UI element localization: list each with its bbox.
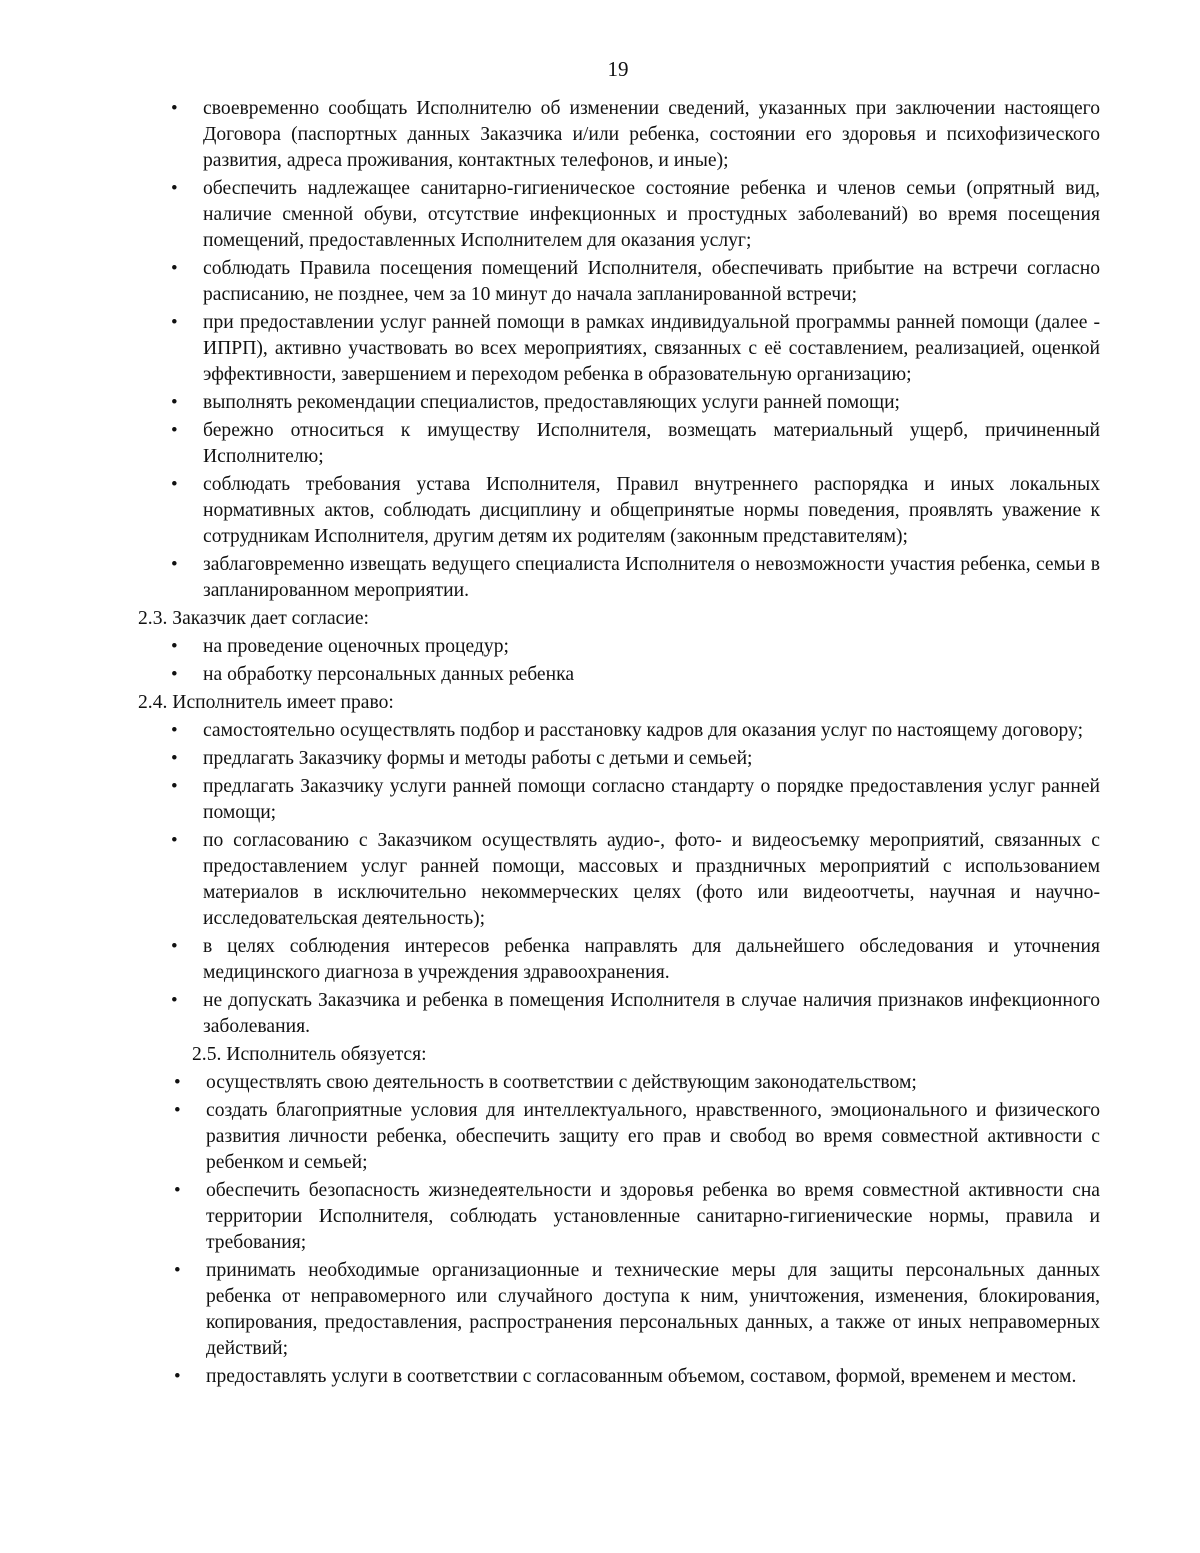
list-item: • предоставлять услуги в соответствии с согласованным объемом, составом, формой, временем и местом. [138,1364,1100,1390]
consent-list [138,634,1100,688]
list-item: • в целях соблюдения интересов ребенка направлять для дальнейшего обследования и уточнения медицинского диагноза в учреждения здравоохранения. [138,934,1100,986]
list-item: • по согласованию с Заказчиком осуществлять аудио-, фото- и видеосъемку мероприятий, связанных с предоставлением услуг ранней помощи, массовых и праздничных мероприятий с использованием материалов в исключительно некоммерческих целях (фото или видеоотчеты, научная и научно-исследовательская деятельность); [138,828,1100,932]
list-item: • бережно относиться к имуществу Исполнителя, возмещать материальный ущерб, причиненный Исполнителю; [138,418,1100,470]
list-item: • не допускать Заказчика и ребенка в помещения Исполнителя в случае наличия признаков инфекционного заболевания. [138,988,1100,1040]
list-item: • предлагать Заказчику услуги ранней помощи согласно стандарту о порядке предоставления услуг ранней помощи; [138,774,1100,826]
list-item: • выполнять рекомендации специалистов, предоставляющих услуги ранней помощи; [138,390,1100,416]
page-number: 19 [607,57,629,81]
list-item: • самостоятельно осуществлять подбор и расстановку кадров для оказания услуг по настоящему договору; [138,718,1100,744]
executor-obligations-list [138,1070,1100,1390]
customer-obligations-list [138,96,1100,604]
section-heading-2-5: 2.5. Исполнитель обязуется: [192,1044,427,1065]
list-item: • заблаговременно извещать ведущего специалиста Исполнителя о невозможности участия ребенка, семьи в запланированном мероприятии. [138,552,1100,604]
list-item: • создать благоприятные условия для интеллектуального, нравственного, эмоционального и физического развития личности ребенка, обеспечить защиту его прав и свобод во время совместной активности с ребенком и семьей; [138,1098,1100,1176]
list-item: • при предоставлении услуг ранней помощи в рамках индивидуальной программы ранней помощи (далее - ИПРП), активно участвовать во всех мероприятиях, связанных с её составлением, реализацией, оценкой эффективности, завершением и переходом ребенка в образовательную организацию; [138,310,1100,388]
section-heading-2-4: 2.4. Исполнитель имеет право: [138,692,394,713]
document-body [138,96,1100,1392]
list-item: • осуществлять свою деятельность в соответствии с действующим законодательством; [138,1070,1100,1096]
list-item: • предлагать Заказчику формы и методы работы с детьми и семьей; [138,746,1100,772]
section-heading-2-3: 2.3. Заказчик дает согласие: [138,608,369,629]
executor-rights-list [138,718,1100,1040]
list-item: • на обработку персональных данных ребенка [138,662,1100,688]
list-item: • соблюдать Правила посещения помещений Исполнителя, обеспечивать прибытие на встречи согласно расписанию, не позднее, чем за 10 минут до начала запланированной встречи; [138,256,1100,308]
list-item: • принимать необходимые организационные и технические меры для защиты персональных данных ребенка от неправомерного или случайного доступа к ним, уничтожения, изменения, блокирования, копирования, предоставления, распространения персональных данных, а также от иных неправомерных действий; [138,1258,1100,1362]
list-item: • обеспечить надлежащее санитарно-гигиеническое состояние ребенка и членов семьи (опрятный вид, наличие сменной обуви, отсутствие инфекционных и простудных заболеваний) во время посещения помещений, предоставленных Исполнителем для оказания услуг; [138,176,1100,254]
list-item: • на проведение оценочных процедур; [138,634,1100,660]
list-item: • своевременно сообщать Исполнителю об изменении сведений, указанных при заключении настоящего Договора (паспортных данных Заказчика и/или ребенка, состоянии его здоровья и психофизического развития, адреса проживания, контактных телефонов, и иные); [138,96,1100,174]
list-item: • обеспечить безопасность жизнедеятельности и здоровья ребенка во время совместной активности сна территории Исполнителя, соблюдать установленные санитарно-гигиенические нормы, правила и требования; [138,1178,1100,1256]
list-item: • соблюдать требования устава Исполнителя, Правил внутреннего распорядка и иных локальных нормативных актов, соблюдать дисциплину и общепринятые нормы поведения, проявлять уважение к сотрудникам Исполнителя, другим детям их родителям (законным представителям); [138,472,1100,550]
